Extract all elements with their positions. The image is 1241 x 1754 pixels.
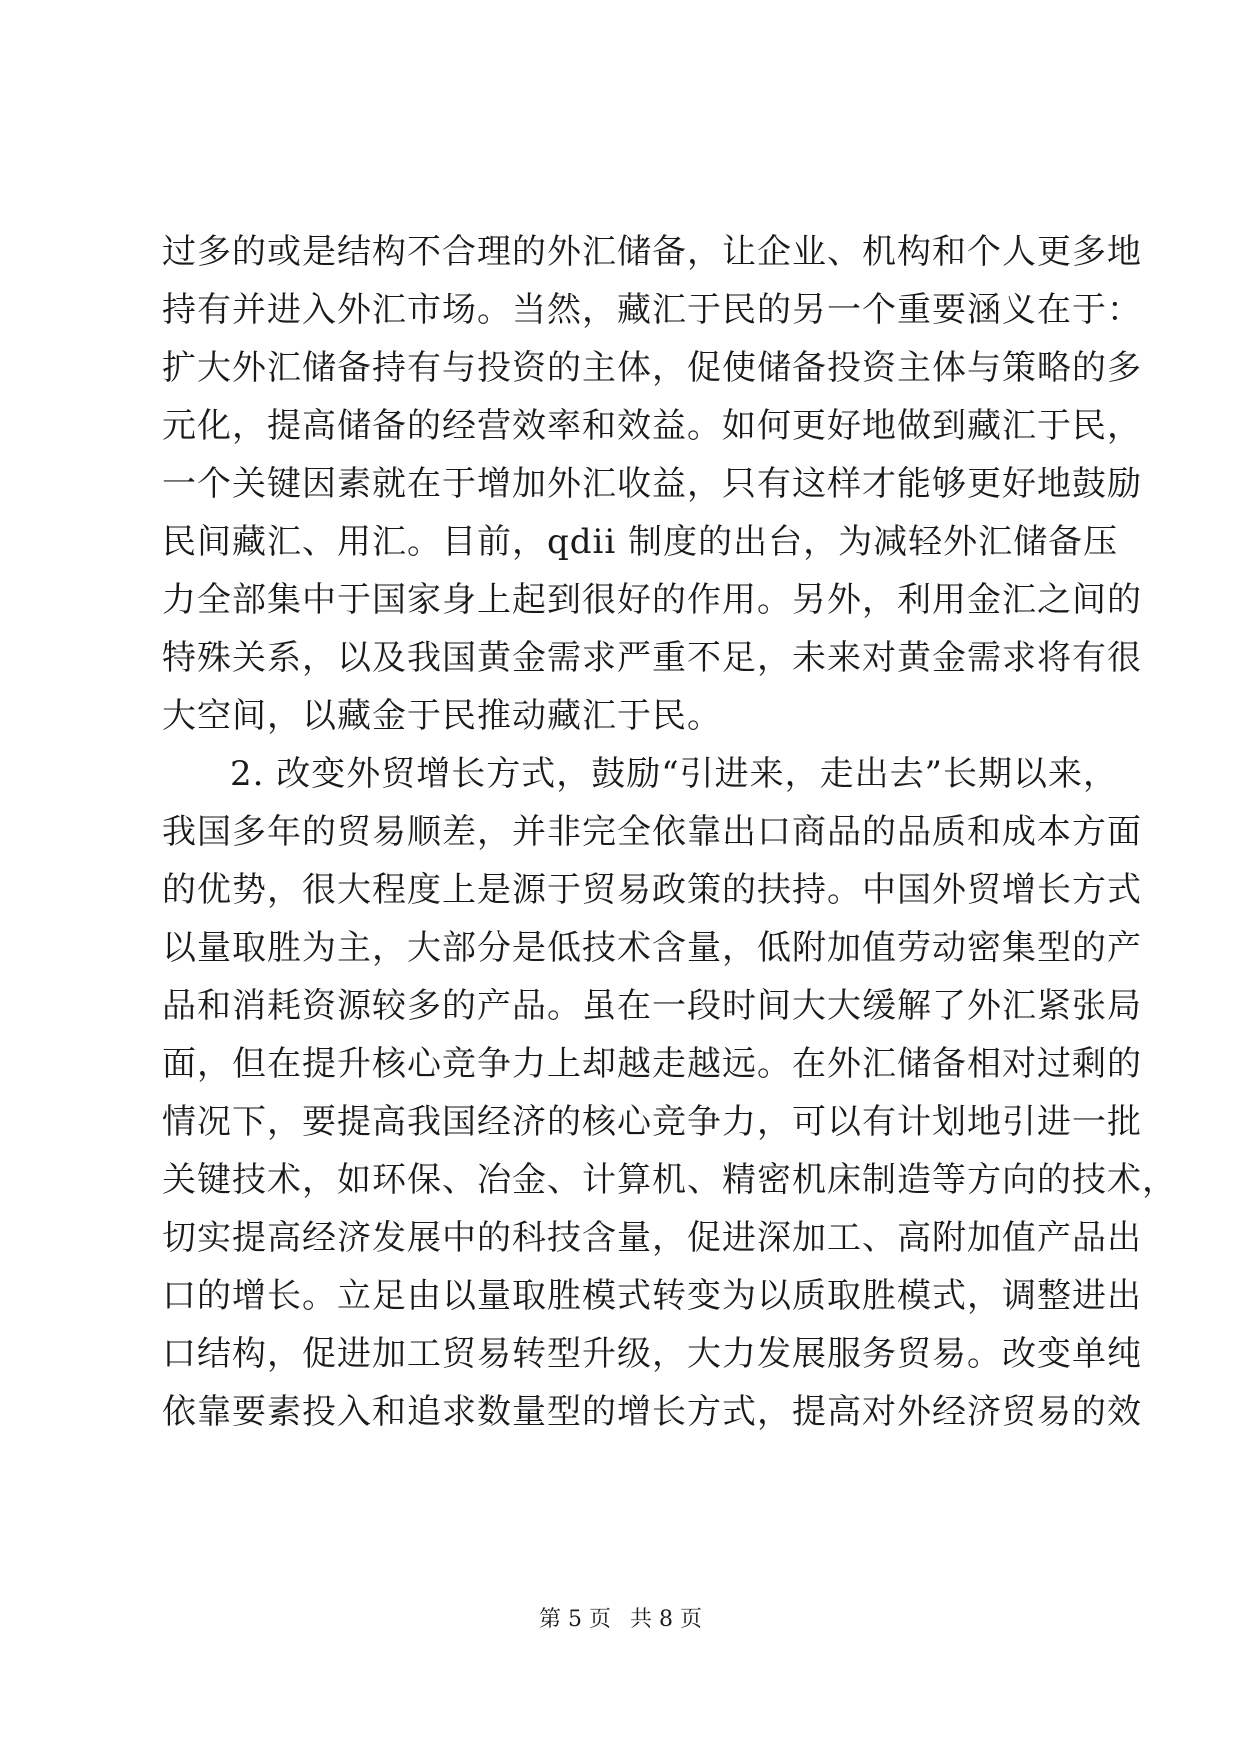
- body-line: 我国多年的贸易顺差，并非完全依靠出口商品的品质和成本方面: [162, 812, 1142, 852]
- body-line: 情况下，要提高我国经济的核心竞争力，可以有计划地引进一批: [162, 1102, 1142, 1142]
- body-line: 特殊关系，以及我国黄金需求严重不足，未来对黄金需求将有很: [162, 638, 1142, 678]
- body-line: 以量取胜为主，大部分是低技术含量，低附加值劳动密集型的产: [162, 928, 1142, 968]
- body-line: 切实提高经济发展中的科技含量，促进深加工、高附加值产品出: [162, 1218, 1142, 1258]
- body-line: 力全部集中于国家身上起到很好的作用。另外，利用金汇之间的: [162, 580, 1142, 620]
- body-line: 关键技术，如环保、冶金、计算机、精密机床制造等方向的技术，: [162, 1160, 1177, 1200]
- body-line: 大空间，以藏金于民推动藏汇于民。: [162, 696, 722, 736]
- body-line: 口的增长。立足由以量取胜模式转变为以质取胜模式，调整进出: [162, 1276, 1142, 1316]
- page-footer: [0, 1606, 1241, 1634]
- body-line: 持有并进入外汇市场。当然，藏汇于民的另一个重要涵义在于：: [162, 290, 1142, 330]
- body-line: 品和消耗资源较多的产品。虽在一段时间大大缓解了外汇紧张局: [162, 986, 1142, 1026]
- body-line: 民间藏汇、用汇。目前，qdii 制度的出台，为减轻外汇储备压: [162, 522, 1119, 562]
- body-line: 元化，提高储备的经营效率和效益。如何更好地做到藏汇于民，: [162, 406, 1142, 446]
- body-line: 的优势，很大程度上是源于贸易政策的扶持。中国外贸增长方式: [162, 870, 1142, 910]
- body-line: 依靠要素投入和追求数量型的增长方式，提高对外经济贸易的效: [162, 1392, 1142, 1432]
- body-line: 面，但在提升核心竞争力上却越走越远。在外汇储备相对过剩的: [162, 1044, 1142, 1084]
- body-line: 过多的或是结构不合理的外汇储备，让企业、机构和个人更多地: [162, 232, 1142, 272]
- paragraph-start-line: 2. 改变外贸增长方式，鼓励“引进来，走出去”长期以来，: [230, 754, 1119, 794]
- page-total: 共 8 页: [630, 1607, 702, 1632]
- page-number: 第 5 页: [539, 1607, 611, 1632]
- body-line: 一个关键因素就在于增加外汇收益，只有这样才能够更好地鼓励: [162, 464, 1142, 504]
- body-line: 口结构，促进加工贸易转型升级，大力发展服务贸易。改变单纯: [162, 1334, 1142, 1374]
- body-line: 扩大外汇储备持有与投资的主体，促使储备投资主体与策略的多: [162, 348, 1142, 388]
